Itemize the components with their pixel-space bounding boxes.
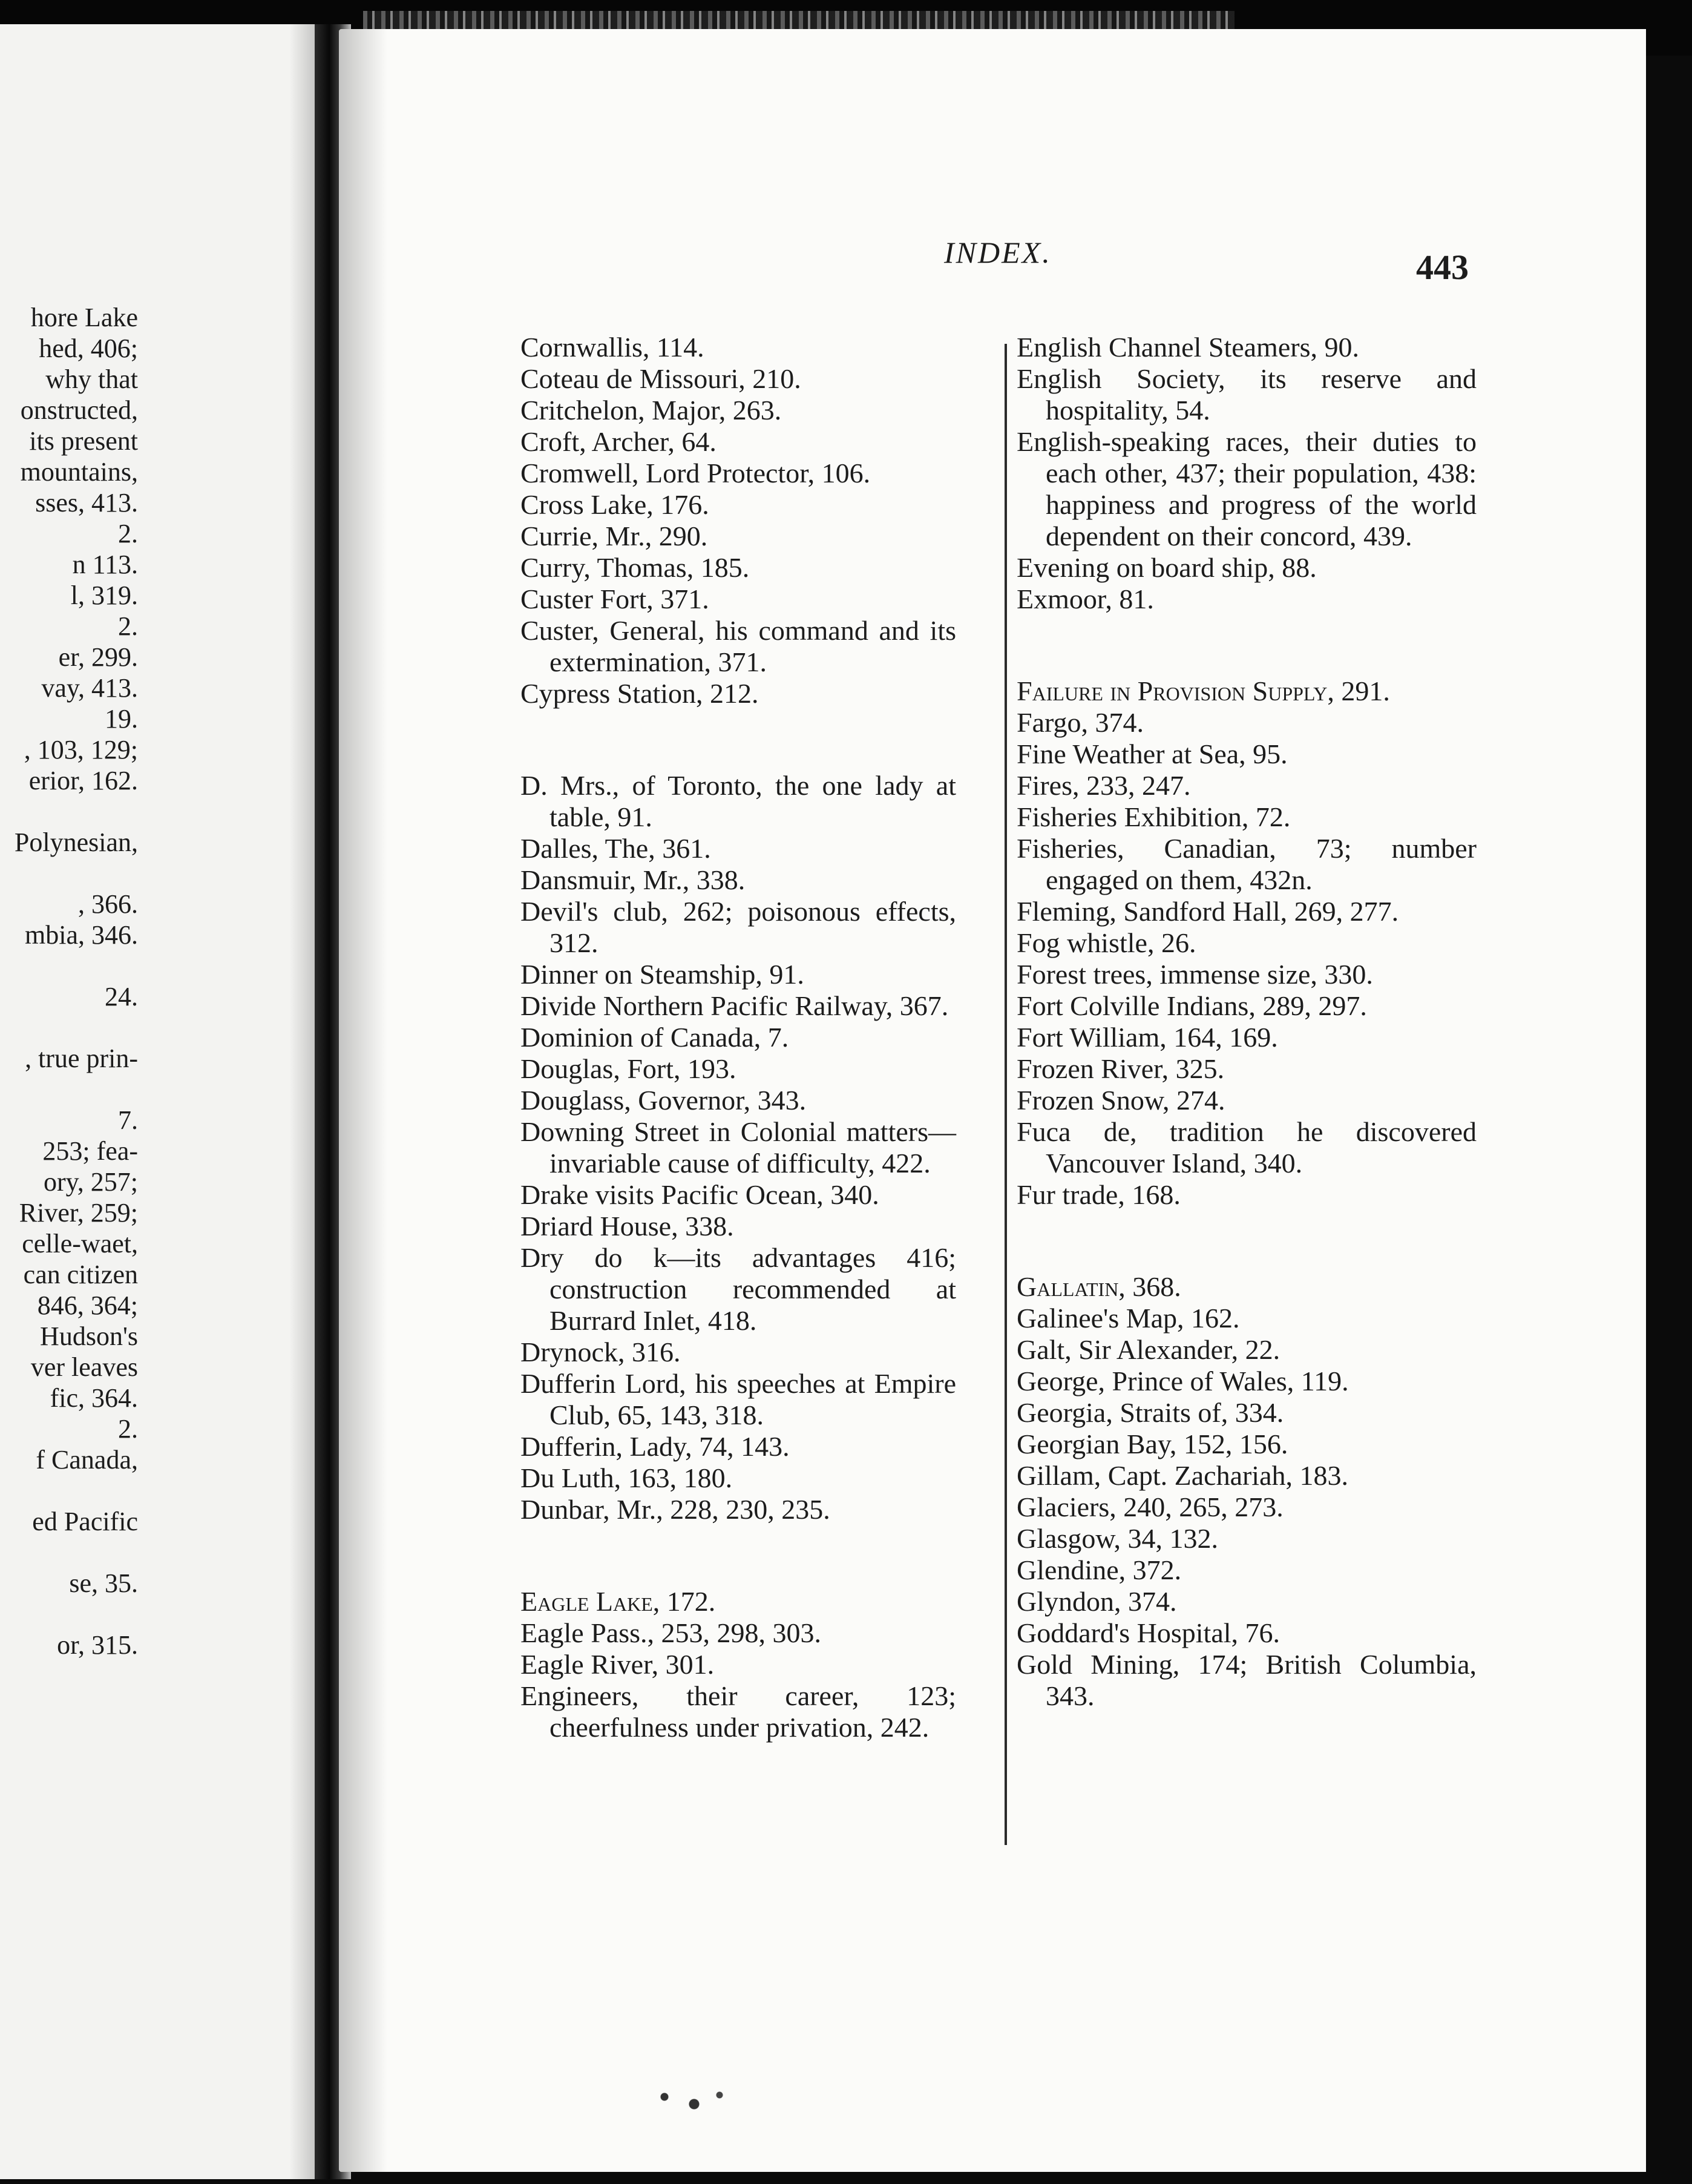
previous-page-line: why that — [45, 364, 138, 394]
page-number: 443 — [1416, 248, 1469, 287]
index-entry: English Society, its reserve and hospitality, 54. — [1017, 363, 1477, 426]
index-entry: Fine Weather at Sea, 95. — [1017, 738, 1288, 769]
previous-page-line: ed Pacific — [32, 1507, 138, 1536]
column-divider — [1005, 344, 1007, 1845]
index-entry-heading: Failure in Provision Supply, 291. — [1017, 676, 1390, 706]
previous-page-line: ver leaves — [30, 1352, 138, 1382]
index-entry: Dunbar, Mr., 228, 230, 235. — [520, 1494, 830, 1525]
previous-page-line: f Canada, — [36, 1445, 138, 1475]
index-entry: Evening on board ship, 88. — [1017, 552, 1317, 583]
index-group-d — [520, 770, 956, 1525]
index-entry: Dansmuir, Mr., 338. — [520, 864, 746, 895]
index-entry-heading: Gallatin, 368. — [1017, 1271, 1181, 1302]
index-entry: Coteau de Missouri, 210. — [520, 363, 801, 394]
previous-page-line: 19. — [105, 704, 138, 734]
index-entry: Forest trees, immense size, 330. — [1017, 959, 1373, 990]
previous-page-line: 846, 364; — [37, 1291, 138, 1320]
previous-page-line: , 366. — [78, 889, 138, 919]
previous-page-line: 2. — [118, 611, 138, 641]
index-entry: English Channel Steamers, 90. — [1017, 332, 1359, 363]
index-entry: Gillam, Capt. Zachariah, 183. — [1017, 1460, 1349, 1491]
index-entry: Fires, 233, 247. — [1017, 770, 1191, 801]
previous-page-line: sses, 413. — [35, 488, 138, 518]
index-entry: Curry, Thomas, 185. — [520, 552, 750, 583]
previous-page-line: , 103, 129; — [24, 735, 138, 765]
index-entry: Goddard's Hospital, 76. — [1017, 1617, 1280, 1648]
index-entry: Fisheries Exhibition, 72. — [1017, 801, 1291, 832]
index-entry: D. Mrs., of Toronto, the one lady at table, 91. — [520, 770, 956, 832]
index-entry: Du Luth, 163, 180. — [520, 1462, 733, 1493]
index-entry: George, Prince of Wales, 119. — [1017, 1366, 1349, 1396]
previous-page-line: River, 259; — [19, 1198, 138, 1228]
index-entry: Custer Fort, 371. — [520, 584, 709, 614]
index-entry: Fisheries, Canadian, 73; number engaged on them, 432n. — [1017, 833, 1477, 895]
index-entry: Dominion of Canada, 7. — [520, 1022, 789, 1053]
index-entry: Devil's club, 262; poisonous effects, 312. — [520, 896, 956, 958]
index-entry: Cross Lake, 176. — [520, 489, 709, 520]
scan-specks — [648, 2082, 732, 2119]
previous-page-line: Hudson's — [40, 1321, 138, 1351]
index-entry: Dinner on Steamship, 91. — [520, 959, 804, 990]
previous-page-line: mbia, 346. — [25, 920, 138, 950]
previous-page-line: er, 299. — [58, 642, 138, 672]
index-entry: Dufferin Lord, his speeches at Empire Club, 65, 143, 318. — [520, 1368, 956, 1430]
previous-page-line: l, 319. — [70, 581, 138, 610]
previous-page-line: hed, 406; — [39, 334, 138, 363]
previous-page-line: Polynesian, — [14, 827, 138, 857]
previous-page-line: celle-waet, — [22, 1229, 138, 1258]
previous-page-line: , true prin- — [25, 1044, 138, 1073]
previous-page-line: hore Lake — [30, 303, 138, 332]
index-group-f — [1017, 707, 1477, 1211]
index-entry: Fargo, 374. — [1017, 707, 1144, 738]
previous-page-line: mountains, — [20, 457, 138, 487]
index-entry: Georgia, Straits of, 334. — [1017, 1397, 1284, 1428]
index-entry: Dry do k—its advantages 416; construction recommended at Burrard Inlet, 418. — [520, 1242, 956, 1336]
index-entry: Fleming, Sandford Hall, 269, 277. — [1017, 896, 1399, 927]
index-entry: Fort William, 164, 169. — [1017, 1022, 1278, 1053]
index-entry: Glaciers, 240, 265, 273. — [1017, 1492, 1284, 1522]
index-entry: Dalles, The, 361. — [520, 833, 711, 864]
index-entry: Driard House, 338. — [520, 1211, 734, 1242]
previous-page-line: vay, 413. — [41, 673, 138, 703]
previous-page-line: 253; fea- — [42, 1136, 138, 1166]
previous-page-line: se, 35. — [69, 1568, 138, 1598]
previous-page-line: 2. — [118, 519, 138, 548]
index-entry: Drynock, 316. — [520, 1337, 681, 1367]
index-entry: Douglass, Governor, 343. — [520, 1085, 807, 1116]
previous-page — [0, 24, 332, 2179]
previous-page-text — [0, 24, 332, 2179]
index-entry: Croft, Archer, 64. — [520, 426, 716, 457]
index-entry: Cornwallis, 114. — [520, 332, 704, 363]
index-entry: Currie, Mr., 290. — [520, 521, 708, 551]
previous-page-line: erior, 162. — [28, 766, 138, 795]
index-entry: Glasgow, 34, 132. — [1017, 1523, 1219, 1554]
index-entry: Glyndon, 374. — [1017, 1586, 1177, 1617]
index-entry: Fog whistle, 26. — [1017, 927, 1196, 958]
index-column-2 — [1017, 332, 1477, 1712]
spine-shadow — [339, 29, 387, 2172]
previous-page-line: onstructed, — [20, 395, 138, 425]
previous-page-line: ory, 257; — [43, 1167, 138, 1197]
running-head: INDEX. — [944, 235, 1052, 269]
index-entry: Engineers, their career, 123; cheerfulness under privation, 242. — [520, 1680, 956, 1743]
index-entry: Galinee's Map, 162. — [1017, 1303, 1240, 1334]
previous-page-line: its present — [29, 426, 138, 456]
index-entry: Downing Street in Colonial matters—invariable cause of difficulty, 422. — [520, 1116, 956, 1179]
index-entry: Exmoor, 81. — [1017, 584, 1154, 614]
index-entry: Eagle Pass., 253, 298, 303. — [520, 1617, 822, 1648]
index-entry: Eagle River, 301. — [520, 1649, 715, 1680]
previous-page-line: 24. — [105, 982, 138, 1011]
index-entry: Drake visits Pacific Ocean, 340. — [520, 1179, 879, 1210]
index-entry: Cromwell, Lord Protector, 106. — [520, 458, 871, 488]
index-entry: Frozen River, 325. — [1017, 1053, 1225, 1084]
index-group-c — [520, 332, 956, 709]
index-entry: Divide Northern Pacific Railway, 367. — [520, 990, 949, 1021]
index-page — [339, 29, 1646, 2172]
index-entry: Cypress Station, 212. — [520, 678, 759, 709]
index-entry: Gold Mining, 174; British Columbia, 343. — [1017, 1649, 1477, 1711]
index-entry-heading: Eagle Lake, 172. — [520, 1586, 716, 1617]
index-entry: Critchelon, Major, 263. — [520, 395, 782, 426]
previous-page-line: can citizen — [23, 1260, 138, 1289]
previous-page-line: 7. — [118, 1105, 138, 1135]
index-group-e-continued — [1017, 332, 1477, 615]
index-entry: Fur trade, 168. — [1017, 1179, 1181, 1210]
index-entry: Georgian Bay, 152, 156. — [1017, 1429, 1288, 1459]
index-entry: Custer, General, his command and its extermination, 371. — [520, 615, 956, 677]
previous-page-line: n 113. — [72, 550, 138, 579]
index-entry: Galt, Sir Alexander, 22. — [1017, 1334, 1280, 1365]
index-group-e — [520, 1617, 956, 1743]
index-entry: Glendine, 372. — [1017, 1554, 1182, 1585]
index-entry: English-speaking races, their duties to each other, 437; their population, 438: happiness and progress of the world dependent on their concord, 439. — [1017, 426, 1477, 551]
index-entry: Fuca de, tradition he discovered Vancouver Island, 340. — [1017, 1116, 1477, 1179]
index-entry: Fort Colville Indians, 289, 297. — [1017, 990, 1367, 1021]
index-column-1 — [520, 332, 956, 1743]
previous-page-line: 2. — [118, 1414, 138, 1444]
previous-page-line: fic, 364. — [50, 1383, 138, 1413]
previous-page-line: or, 315. — [57, 1630, 138, 1660]
index-entry: Douglas, Fort, 193. — [520, 1053, 736, 1084]
index-entry: Dufferin, Lady, 74, 143. — [520, 1431, 790, 1462]
index-group-g — [1017, 1303, 1477, 1712]
index-entry: Frozen Snow, 274. — [1017, 1085, 1225, 1116]
